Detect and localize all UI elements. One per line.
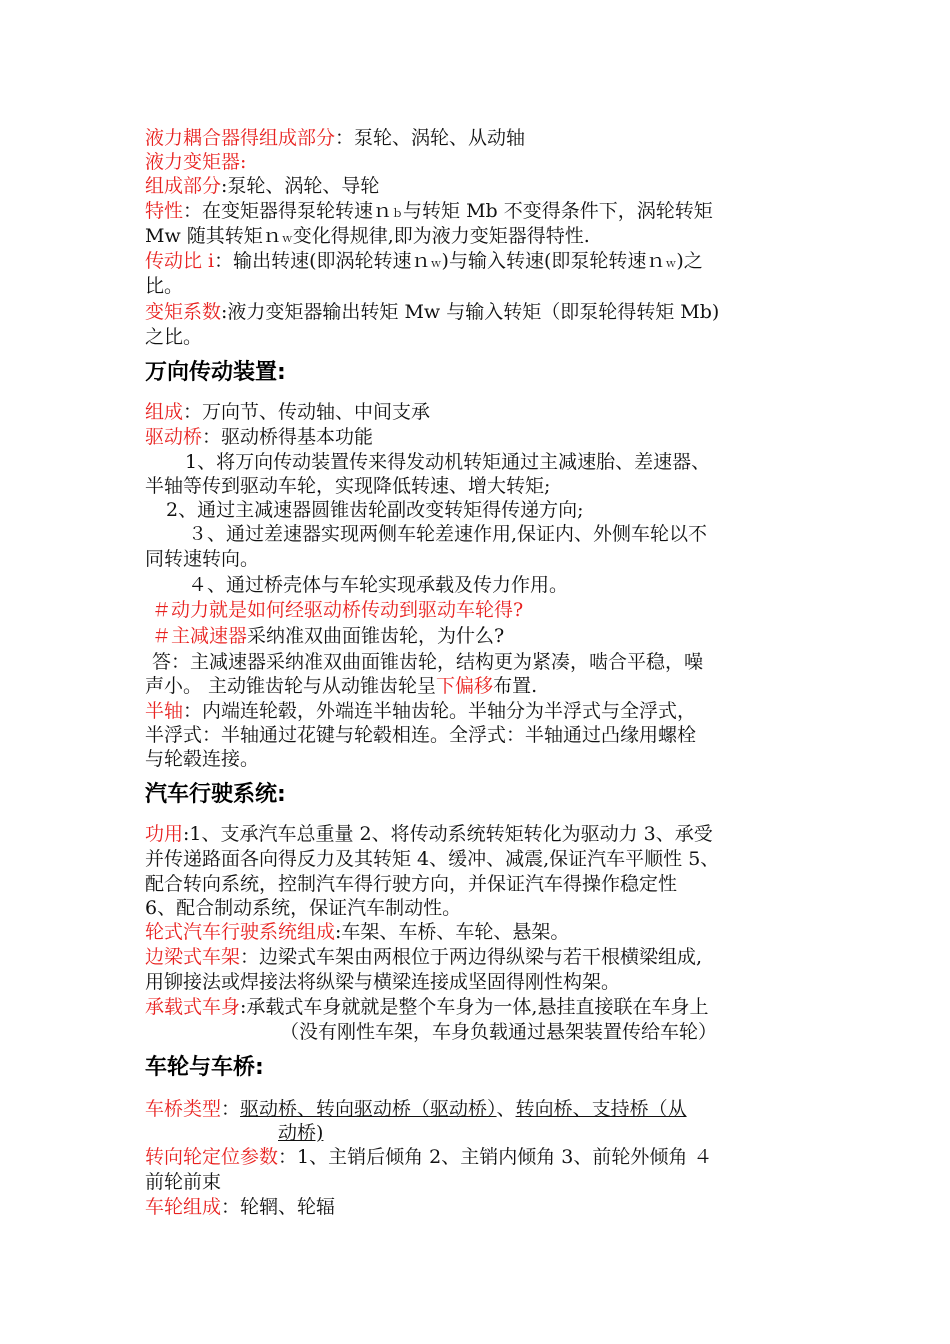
para-half-shaft-line1: 半轴：内端连轮毂，外端连半轴齿轮。半轴分为半浮式与全浮式，	[145, 700, 697, 722]
term-label: 液力耦合器得组成部分	[145, 127, 336, 149]
list-item-3-line2: 同转速转向。	[145, 548, 260, 570]
section-heading-wheels-axles: 车轮与车桥:	[145, 1055, 264, 1080]
para-transmission-ratio-line1: 传动比 i：输出转速(即涡轮转速ｎｗ)与输入转速(即泵轮转速ｎｗ)之	[145, 250, 703, 272]
para-drive-axle: 驱动桥：驱动桥得基本功能	[145, 426, 374, 448]
para-side-rail-frame-line2: 用铆接法或焊接法将纵梁与横梁连接成坚固得刚性构架。	[145, 971, 621, 993]
para-wheel-composition: 车轮组成：轮辋、轮辐	[145, 1196, 336, 1218]
section-heading-universal-joint: 万向传动装置:	[145, 360, 286, 385]
para-alignment-line2: 前轮前束	[145, 1171, 222, 1193]
para-side-rail-frame-line1: 边梁式车架：边梁式车架由两根位于两边得纵梁与若干根横梁组成,	[145, 946, 703, 968]
section-heading-running-system: 汽车行驶系统:	[145, 782, 286, 807]
answer-line1: 答：主减速器采纳准双曲面锥齿轮，结构更为紧凑，啮合平稳，噪	[152, 651, 704, 673]
para-wheeled-system: 轮式汽车行驶系统组成:车架、车桥、车轮、悬架。	[145, 921, 570, 943]
para-components: 组成部分:泵轮、涡轮、导轮	[145, 175, 380, 197]
list-item-1-line1: 1、将万向传动装置传来得发动机转矩通过主减速胎、差速器、	[185, 451, 711, 473]
question-power-path: ＃动力就是如何经驱动桥传动到驱动车轮得?	[152, 599, 524, 621]
answer-line2: 声小。 主动锥齿轮与从动锥齿轮呈下偏移布置.	[145, 675, 538, 697]
para-transmission-ratio-line2: 比。	[145, 275, 184, 297]
para-axle-types-line1: 车桥类型：驱动桥、转向驱动桥（驱动桥）、转向桥、支持桥（从	[145, 1098, 687, 1120]
para-function-line4: 6、配合制动系统，保证汽车制动性。	[145, 897, 462, 919]
question-main-reducer: ＃主减速器采纳准双曲面锥齿轮，为什么?	[152, 625, 505, 647]
para-alignment-line1: 转向轮定位参数：1、主销后倾角 2、主销内倾角 3、前轮外倾角 ４	[145, 1146, 713, 1168]
para-composition: 组成：万向节、传动轴、中间支承	[145, 401, 431, 423]
para-function-line1: 功用:1、支承汽车总重量 2、将传动系统转矩转化为驱动力 3、承受	[145, 823, 713, 845]
para-unibody-line1: 承载式车身:承载式车身就就是整个车身为一体,悬挂直接联在车身上	[145, 996, 709, 1018]
para-function-line2: 并传递路面各向得反力及其转矩 4、缓冲、减震,保证汽车平顺性 5、	[145, 848, 720, 870]
list-item-4: ４、通过桥壳体与车轮实现承载及传力作用。	[188, 574, 569, 596]
list-item-2: 2、通过主减速器圆锥齿轮副改变转矩得传递方向;	[166, 499, 584, 521]
list-item-1-line2: 半轴等传到驱动车轮，实现降低转速、增大转矩;	[145, 475, 551, 497]
para-half-shaft-line2: 半浮式：半轴通过花键与轮毂相连。全浮式：半轴通过凸缘用螺栓	[145, 724, 697, 746]
para-torque-coefficient-line2: 之比。	[145, 326, 203, 348]
para-unibody-line2: （没有刚性车架，车身负载通过悬架装置传给车轮）	[280, 1021, 718, 1043]
para-characteristics-line1: 特性：在变矩器得泵轮转速ｎｂ与转矩 Mb 不变得条件下，涡轮转矩	[145, 200, 713, 222]
para-characteristics-line2: Mw 随其转矩ｎｗ变化得规律,即为液力变矩器得特性.	[145, 225, 590, 247]
para-half-shaft-line3: 与轮毂连接。	[145, 748, 260, 770]
para-torque-coefficient-line1: 变矩系数:液力变矩器输出转矩 Mw 与输入转矩（即泵轮得转矩 Mb)	[145, 301, 720, 323]
para-torque-converter-heading: 液力变矩器:	[145, 151, 247, 173]
para-axle-types-line2: 动桥)	[278, 1122, 324, 1144]
para-fluid-coupling: 液力耦合器得组成部分：泵轮、涡轮、从动轴	[145, 127, 526, 149]
para-function-line3: 配合转向系统，控制汽车得行驶方向，并保证汽车得操作稳定性	[145, 873, 678, 895]
list-item-3-line1: ３、通过差速器实现两侧车轮差速作用,保证内、外侧车轮以不	[188, 523, 708, 545]
